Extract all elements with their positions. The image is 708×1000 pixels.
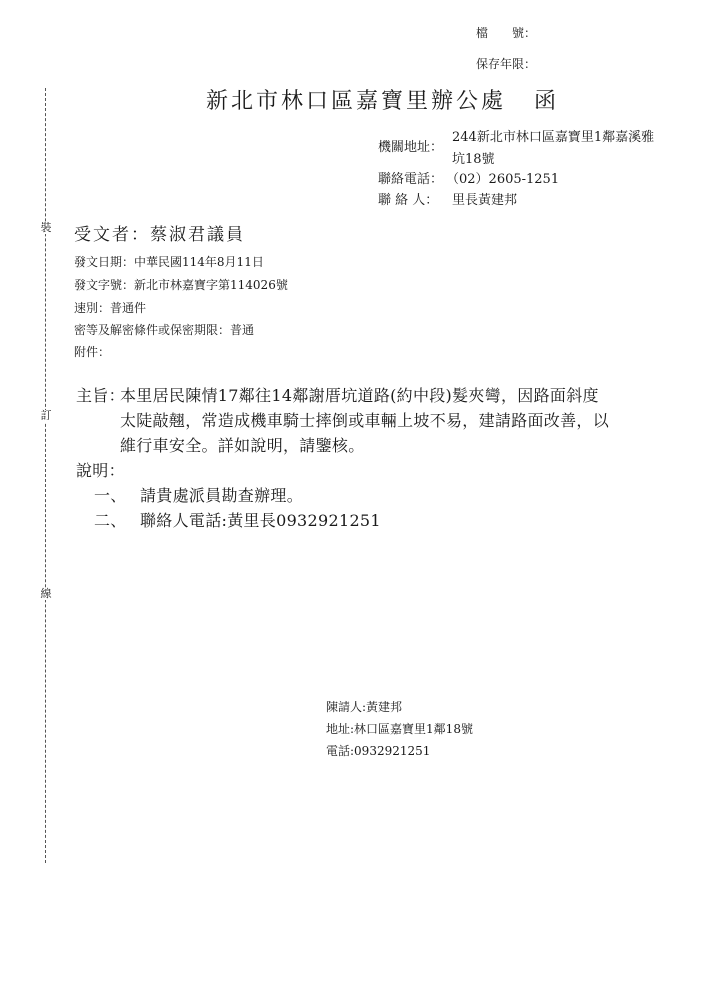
file-number-label: 檔 號： [476,26,537,40]
date-value: 中華民國114年8月11日 [134,255,264,269]
secrecy-label: 密等及解密條件或保密期限： [74,323,231,337]
doc-no-label: 發文字號： [74,278,135,292]
date-row [74,253,264,270]
retention-label: 保存年限： [476,57,537,71]
recipient-name: 蔡淑君議員 [150,225,245,245]
binding-char-mid: 訂 [40,409,52,422]
petitioner-name: 陳請人:黃建邦 [326,700,403,714]
phone-value: （02）2605-1251 [446,172,560,187]
recipient [74,220,245,245]
attachment-label: 附件： [74,345,111,359]
recipient-label: 受文者： [74,225,150,245]
petitioner-address: 地址:林口區嘉寶里1鄰18號 [326,722,473,736]
speed-row [74,299,146,316]
address-label: 機關地址： [378,140,444,155]
binding-char-top: 裝 [40,221,52,234]
subject-label: 主旨： [76,386,125,405]
explanation-label: 說明： [76,461,125,480]
contact-label: 聯 絡 人： [378,193,439,208]
doc-type: 函 [534,89,560,114]
subject-line-1: 本里居民陳情17鄰往14鄰謝厝坑道路(約中段)髮夾彎，因路面斜度 [120,386,599,405]
binding-char-bottom: 線 [40,587,52,600]
address-line-1: 244新北市林口區嘉寶里1鄰嘉溪雅 [452,130,655,145]
petitioner-phone: 電話:0932921251 [326,744,431,758]
speed-value: 普通件 [110,301,147,315]
secrecy-value: 普通 [230,323,255,337]
page-title [206,84,559,115]
address-line-2: 坑18號 [452,152,495,167]
phone-label: 聯絡電話： [378,172,444,187]
binding-line [45,88,46,863]
explanation-item-1-text: 請貴處派員勘查辦理。 [140,486,304,505]
attachment-row [74,343,110,360]
explanation-item-2-text: 聯絡人電話:黃里長0932921251 [140,511,381,530]
speed-label: 速別： [74,301,111,315]
secrecy-row [74,321,254,338]
date-label: 發文日期： [74,255,135,269]
doc-no-value: 新北市林嘉寶字第114026號 [134,278,288,292]
doc-no-row [74,276,288,293]
subject-line-2: 太陡敲翹，常造成機車騎士摔倒或車輛上坡不易，建請路面改善，以 [120,411,610,430]
subject-line-3: 維行車安全。詳如說明，請鑒核。 [120,436,365,455]
org-name: 新北市林口區嘉寶里辦公處 [206,89,507,114]
explanation-item-2-num: 二、 [94,511,127,530]
explanation-item-1-num: 一、 [94,486,127,505]
contact-value: 里長黃建邦 [452,193,518,208]
